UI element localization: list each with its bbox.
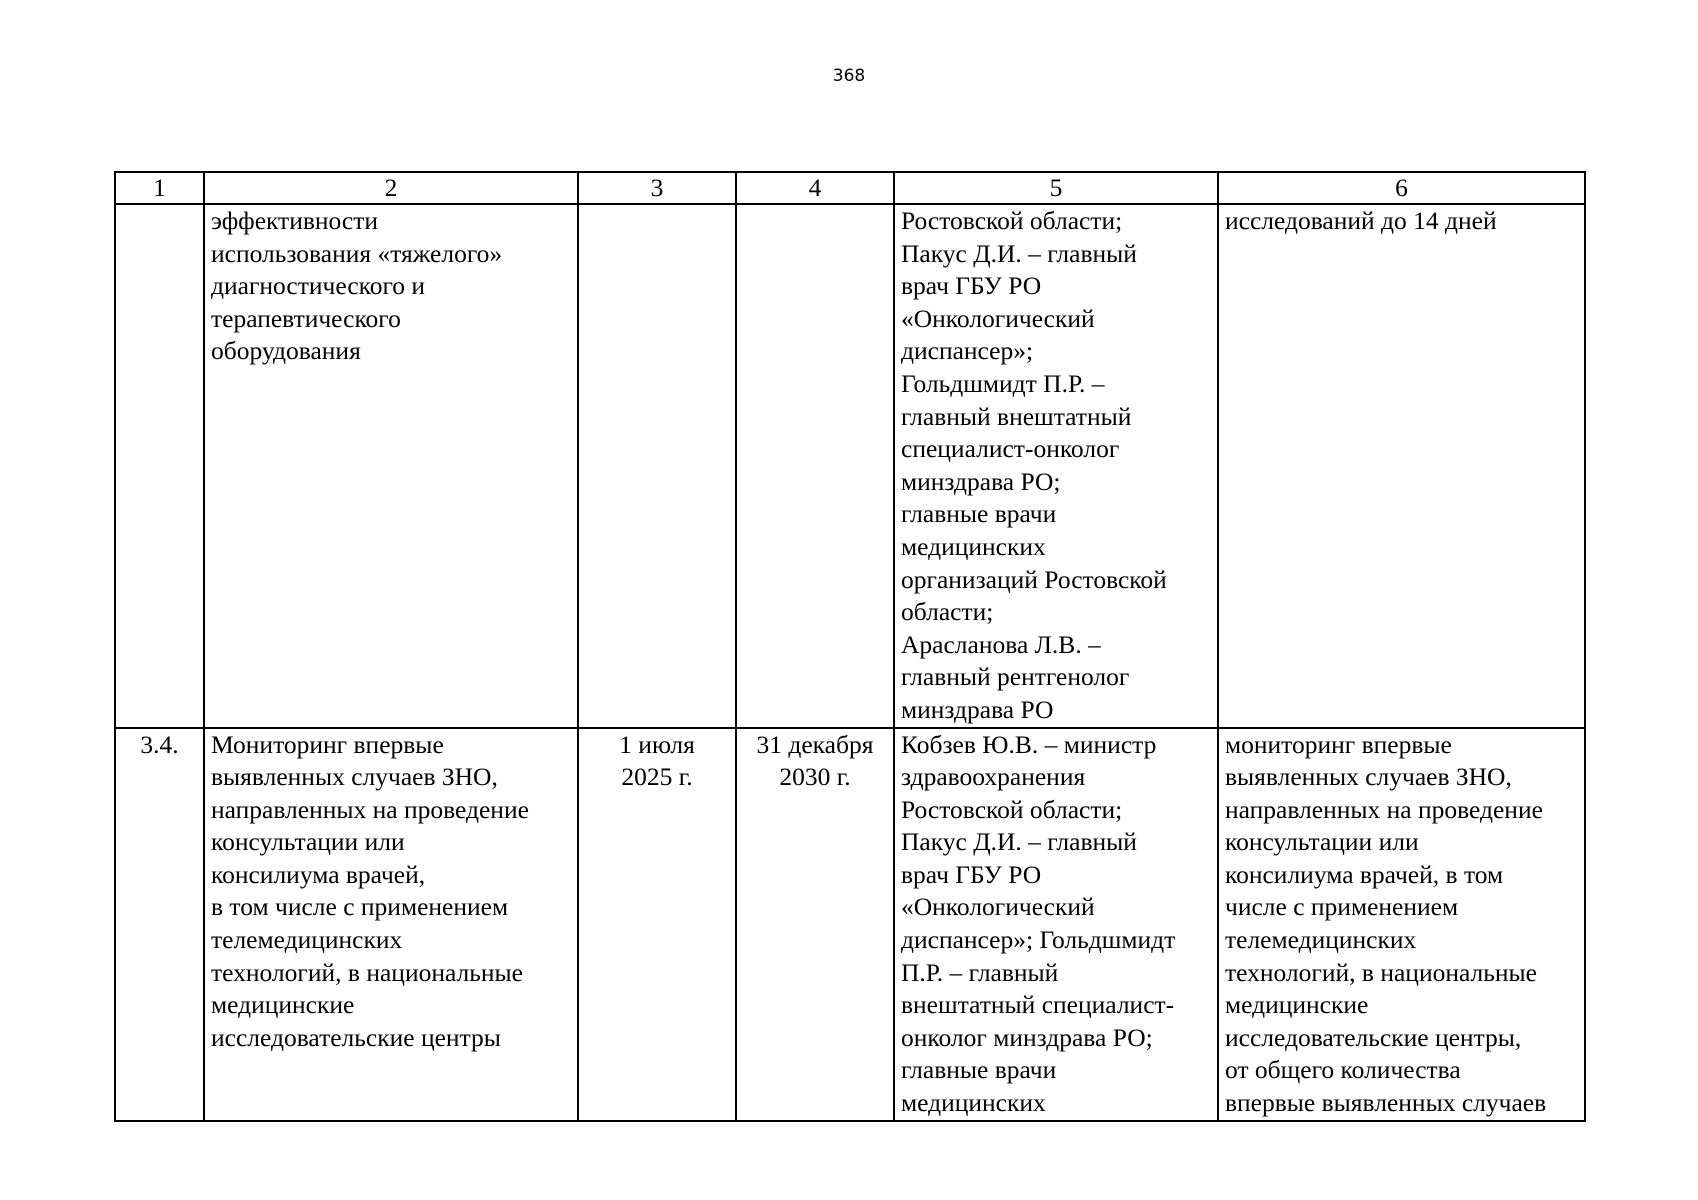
end-date-cell [736, 204, 894, 728]
header-cell: 6 [1218, 172, 1585, 204]
cell-line: организаций Ростовской [901, 564, 1167, 594]
table-header-row [115, 172, 1585, 204]
cell-line: Ростовской области; [901, 794, 1123, 824]
cell-line: Араcланова Л.В. – [901, 629, 1101, 659]
start-date-cell [578, 204, 736, 728]
cell-line: числе с применением [1225, 892, 1459, 922]
responsible-cell [894, 204, 1218, 728]
cell-line: направленных на проведение [211, 794, 529, 824]
header-cell: 4 [736, 172, 894, 204]
cell-line: телемедицинских [1225, 925, 1417, 955]
cell-line: 2025 г. [621, 762, 693, 792]
cell-line: впервые выявленных случаев [1225, 1088, 1547, 1118]
header-cell: 5 [894, 172, 1218, 204]
header-cell: 3 [578, 172, 736, 204]
activity-cell [204, 728, 578, 1121]
cell-line: здравоохранения [901, 762, 1086, 792]
cell-line: диспансер»; Гольдшмидт [901, 925, 1176, 955]
end-date-cell [736, 728, 894, 1121]
cell-line: Кобзев Ю.В. – министр [901, 729, 1157, 759]
cell-line: внештатный специалист- [901, 990, 1175, 1020]
cell-line: Гольдшмидт П.Р. – [901, 368, 1105, 398]
cell-line: использования «тяжелого» [211, 238, 503, 268]
result-cell [1218, 204, 1585, 728]
cell-line: минздрава РО [901, 694, 1054, 724]
cell-line: врач ГБУ РО [901, 859, 1042, 889]
cell-line: консультации или [211, 827, 405, 857]
cell-line: специалист-онколог [901, 434, 1120, 464]
cell-line: «Онкологический [901, 303, 1095, 333]
cell-line: минздрава РО; [901, 466, 1061, 496]
cell-line: 2030 г. [779, 762, 851, 792]
page-number: 368 [832, 66, 866, 86]
responsible-cell [894, 728, 1218, 1121]
cell-line: консультации или [1225, 827, 1419, 857]
result-cell [1218, 728, 1585, 1121]
cell-line: эффективности [211, 206, 379, 235]
activity-cell [204, 204, 578, 728]
cell-line: оборудования [211, 336, 361, 366]
row-number-cell: 3.4. [115, 728, 204, 1121]
cell-line: технологий, в национальные [1225, 957, 1537, 987]
cell-line: 31 декабря [756, 729, 874, 759]
table-row [115, 204, 1585, 728]
cell-line: области; [901, 597, 994, 627]
cell-line: исследований до 14 дней [1225, 206, 1497, 235]
cell-line: П.Р. – главный [901, 957, 1059, 987]
cell-line: Ростовской области; [901, 206, 1123, 235]
cell-line: медицинских [901, 1088, 1046, 1118]
cell-line: медицинские [211, 990, 355, 1020]
cell-line: направленных на проведение [1225, 794, 1543, 824]
plan-table [114, 171, 1586, 1122]
header-cell: 2 [204, 172, 578, 204]
cell-line: Пакус Д.И. – главный [901, 238, 1137, 268]
row-number-cell [115, 204, 204, 728]
cell-line: мониторинг впервые [1225, 729, 1452, 759]
cell-line: консилиума врачей, [211, 859, 426, 889]
cell-line: 1 июля [619, 729, 695, 759]
cell-line: медицинских [901, 531, 1046, 561]
table-row [115, 728, 1585, 1121]
cell-line: главный внештатный [901, 401, 1132, 431]
cell-line: технологий, в национальные [211, 957, 523, 987]
cell-line: главный рентгенолог [901, 662, 1130, 692]
cell-line: главные врачи [901, 499, 1057, 529]
cell-line: исследовательские центры, [1225, 1022, 1522, 1052]
cell-line: онколог минздрава РО; [901, 1022, 1153, 1052]
cell-line: медицинские [1225, 990, 1369, 1020]
cell-line: Пакус Д.И. – главный [901, 827, 1137, 857]
cell-line: диагностического и [211, 271, 426, 301]
cell-line: врач ГБУ РО [901, 271, 1042, 301]
cell-line: Мониторинг впервые [211, 729, 444, 759]
cell-line: выявленных случаев ЗНО, [211, 762, 498, 792]
cell-line: главные врачи [901, 1055, 1057, 1085]
start-date-cell [578, 728, 736, 1121]
cell-line: диспансер»; [901, 336, 1034, 366]
cell-line: исследовательские центры [211, 1022, 501, 1052]
cell-line: консилиума врачей, в том [1225, 859, 1504, 889]
cell-line: выявленных случаев ЗНО, [1225, 762, 1512, 792]
cell-line: в том числе с применением [211, 892, 509, 922]
cell-line: «Онкологический [901, 892, 1095, 922]
cell-line: от общего количества [1225, 1055, 1461, 1085]
cell-line: телемедицинских [211, 925, 403, 955]
cell-line: терапевтического [211, 303, 401, 333]
header-cell: 1 [115, 172, 204, 204]
